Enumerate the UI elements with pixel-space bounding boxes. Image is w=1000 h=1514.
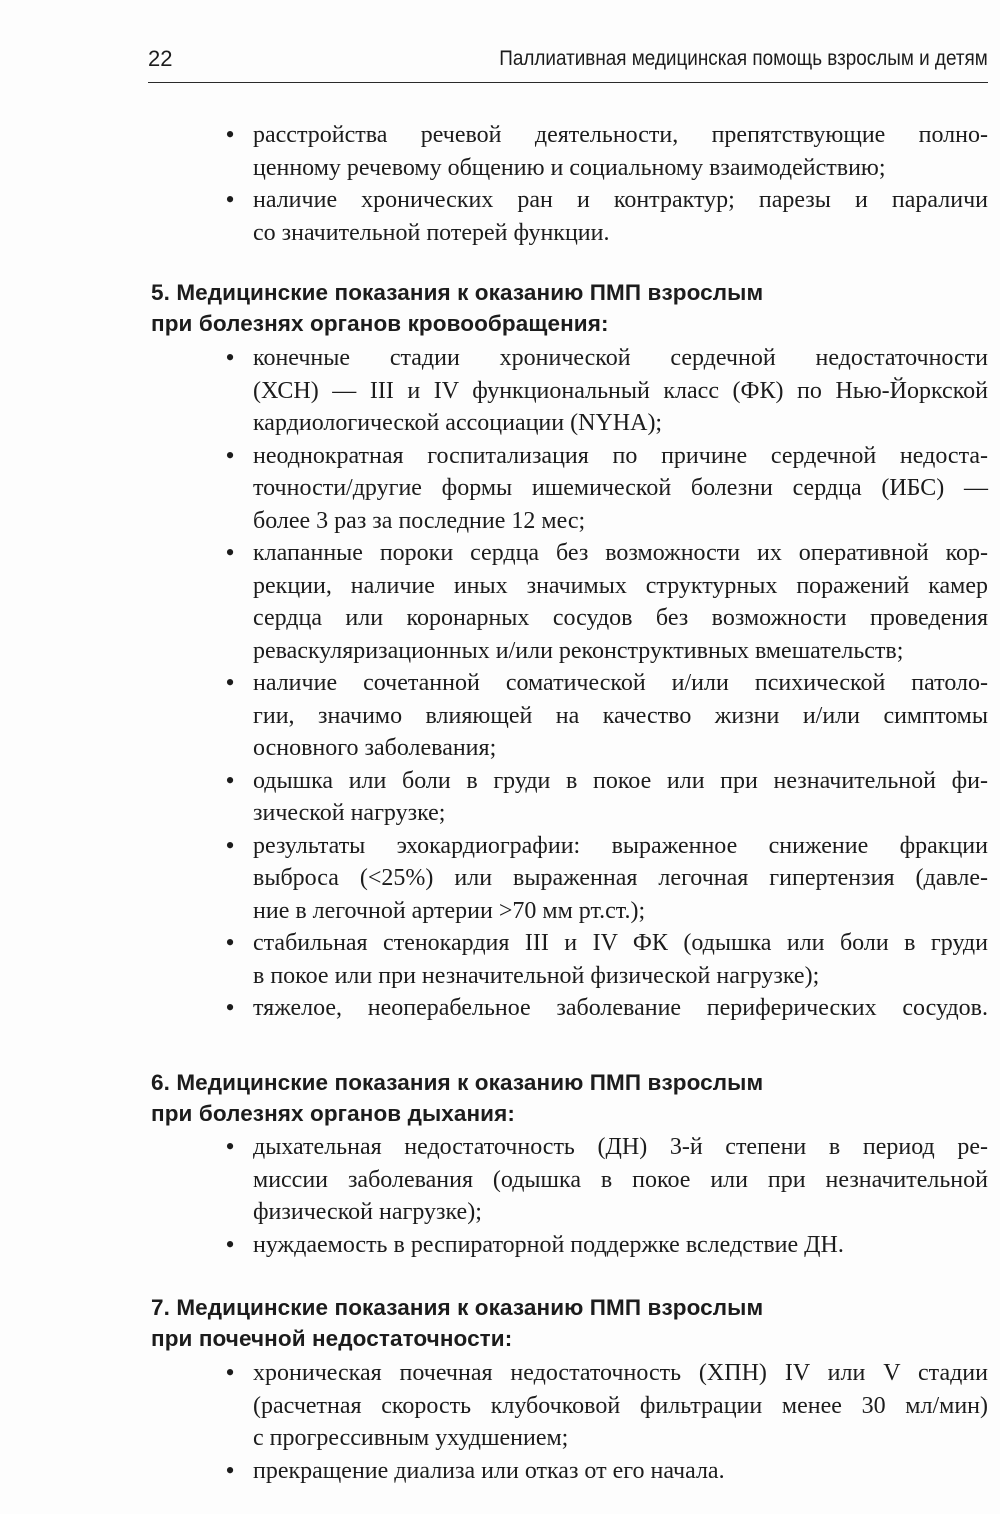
list-item [0, 119, 1000, 184]
header-rule [148, 82, 988, 83]
list-item [0, 342, 1000, 440]
list-item [0, 667, 1000, 765]
bullet-marker: • [225, 538, 235, 567]
list-item-line: зической нагрузке; [253, 800, 446, 826]
list-item-line: неоднократная госпитализация по причине сердечной недоста- [253, 442, 988, 469]
list-item-line: физической нагрузке); [253, 1199, 482, 1225]
list-item [0, 1131, 1000, 1229]
intro-list [0, 119, 1000, 249]
list-item-line: (расчетная скорость клубочковой фильтрации менее 30 мл/мин) [253, 1392, 988, 1419]
list-item-line: хроническая почечная недостаточность (ХПН) IV или V стадии [253, 1360, 988, 1386]
bullet-marker: • [225, 765, 235, 795]
section-heading-line: 5. Медицинские показания к оказанию ПМП взрослым [151, 280, 764, 305]
bullet-marker: • [225, 440, 235, 470]
list-item-line: ценному речевому общению и социальному взаимодействию; [253, 154, 886, 181]
list-item-line: кардиологической ассоциации (NYHA); [253, 410, 663, 436]
list-item-line: в покое или при незначительной физической нагрузке); [253, 962, 820, 989]
list-item-line: стабильная стенокардия III и IV ФК (одышка или боли в груди [253, 930, 988, 956]
list-item-line: дыхательная недостаточность (ДН) 3-й степени в период ре- [253, 1134, 988, 1160]
list-item-line: наличие хронических ран и контрактур; парезы и параличи [253, 187, 988, 213]
bullet-marker: • [225, 343, 235, 372]
list-item-line: реваскуляризационных и/или реконструктивных вмешательств; [253, 637, 904, 664]
bullet-marker: • [225, 185, 235, 214]
list-item-line: гии, значимо влияющей на качество жизни и/или симптомы [253, 702, 988, 729]
list-item-line: результаты эхокардиографии: выраженное снижение фракции [253, 832, 988, 859]
list-item [0, 765, 1000, 830]
list-item-line: миссии заболевания (одышка в покое или при незначительной [253, 1166, 988, 1193]
list-item [0, 537, 1000, 667]
section-heading-line: 6. Медицинские показания к оказанию ПМП взрослым [151, 1070, 764, 1095]
bullet-marker: • [225, 1358, 235, 1387]
list-item-line: (ХСН) — III и IV функциональный класс (ФК) по Нью-Йоркской [253, 377, 988, 404]
list-item-line: нуждаемость в респираторной поддержке вследствие ДН. [253, 1231, 844, 1258]
running-title: Паллиативная медицинская помощь взрослым и детям [499, 47, 988, 70]
list-item-line: прекращение диализа или отказ от его начала. [253, 1457, 725, 1484]
bullet-marker: • [225, 830, 235, 860]
list-item [0, 1229, 1000, 1262]
list-item-line: наличие сочетанной соматической и/или психической патоло- [253, 670, 988, 696]
bullet-marker: • [225, 928, 235, 957]
bullet-marker: • [225, 1132, 235, 1161]
bullet-marker: • [225, 120, 235, 149]
bullet-marker: • [225, 993, 235, 1022]
section-heading-line: при болезнях органов дыхания: [151, 1101, 515, 1126]
section-heading-7 [151, 1292, 911, 1354]
page-header [0, 0, 1000, 90]
list-item [0, 830, 1000, 928]
section-heading-5 [151, 277, 911, 339]
section-5-list [0, 342, 1000, 1025]
list-item-line: конечные стадии хронической сердечной недостаточности [253, 345, 988, 371]
list-item [0, 1455, 1000, 1488]
list-item-line: ние в легочной артерии >70 мм рт.ст.); [253, 897, 646, 924]
list-item-line: расстройства речевой деятельности, препятствующие полно- [253, 122, 988, 148]
list-item [0, 440, 1000, 538]
section-7-list [0, 1357, 1000, 1487]
section-heading-line: при почечной недостаточности: [151, 1326, 513, 1351]
list-item-line: одышка или боли в груди в покое или при незначительной фи- [253, 767, 988, 794]
list-item-line: точности/другие формы ишемической болезни сердца (ИБС) — [253, 475, 988, 501]
list-item [0, 1357, 1000, 1455]
list-item [0, 184, 1000, 249]
list-item-line: с прогрессивным ухудшением; [253, 1425, 569, 1451]
list-item-line: выброса (<25%) или выраженная легочная гипертензия (давле- [253, 865, 988, 891]
list-item-line: сердца или коронарных сосудов без возможности проведения [253, 605, 988, 631]
section-heading-6 [151, 1067, 911, 1129]
bullet-marker: • [225, 1229, 235, 1259]
list-item-line: тяжелое, неоперабельное заболевание периферических сосудов. [253, 995, 988, 1021]
section-heading-line: 7. Медицинские показания к оказанию ПМП взрослым [151, 1295, 764, 1320]
list-item-line: со значительной потерей функции. [253, 219, 610, 246]
section-6-list [0, 1131, 1000, 1261]
list-item [0, 927, 1000, 992]
list-item-line: клапанные пороки сердца без возможности их оперативной кор- [253, 540, 988, 566]
list-item-line: рекции, наличие иных значимых структурных поражений камер [253, 572, 988, 599]
list-item [0, 992, 1000, 1025]
list-item-line: основного заболевания; [253, 735, 497, 761]
page-number: 22 [148, 46, 173, 71]
bullet-marker: • [225, 1455, 235, 1485]
bullet-marker: • [225, 668, 235, 697]
section-heading-line: при болезнях органов кровообращения: [151, 311, 609, 336]
list-item-line: более 3 раз за последние 12 мес; [253, 507, 586, 534]
